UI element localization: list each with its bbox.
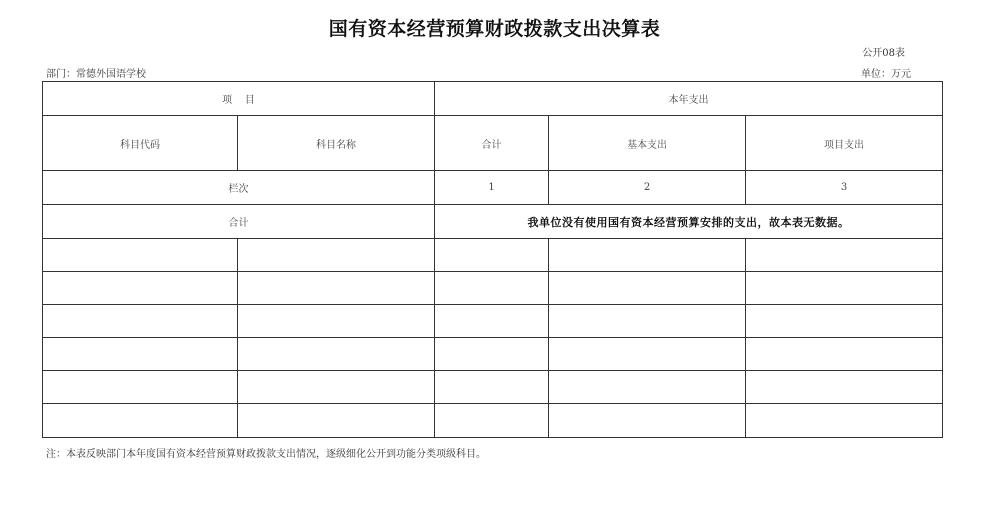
table-cell [435, 305, 549, 338]
table-cell [238, 371, 435, 404]
unit-label: 单位：万元 [861, 69, 911, 80]
header-row-top [43, 82, 943, 116]
order-1: 1 [435, 171, 549, 205]
form-number: 公开08表 [862, 48, 905, 59]
table-cell [549, 404, 746, 438]
table-cell [435, 404, 549, 438]
table-cell [746, 239, 943, 272]
col-project-header: 项目支出 [746, 116, 943, 171]
table-row [43, 371, 943, 404]
table-cell [43, 371, 238, 404]
table-cell [43, 305, 238, 338]
table-cell [746, 404, 943, 438]
total-row [43, 205, 943, 239]
col-basic-header: 基本支出 [549, 116, 746, 171]
table-cell [746, 371, 943, 404]
table-cell [549, 239, 746, 272]
col-name-header: 科目名称 [238, 116, 435, 171]
table-cell [435, 239, 549, 272]
table-cell [746, 305, 943, 338]
department-label: 部门：常德外国语学校 [46, 69, 146, 80]
order-label: 栏次 [43, 171, 435, 205]
page-title: 国有资本经营预算财政拨款支出决算表 [328, 18, 661, 40]
order-2: 2 [549, 171, 746, 205]
table-cell [238, 338, 435, 371]
table-cell [435, 371, 549, 404]
table-cell [43, 404, 238, 438]
col-total-header: 合计 [435, 116, 549, 171]
table-cell [43, 338, 238, 371]
table-cell [746, 338, 943, 371]
total-label: 合计 [43, 205, 435, 239]
table-cell [435, 338, 549, 371]
col-code-header: 科目代码 [43, 116, 238, 171]
table-row [43, 338, 943, 371]
table-cell [43, 239, 238, 272]
table-cell [435, 272, 549, 305]
table-cell [549, 272, 746, 305]
table-row [43, 239, 943, 272]
header-expense: 本年支出 [435, 82, 943, 116]
table-row [43, 404, 943, 438]
no-data-note: 我单位没有使用国有资本经营预算安排的支出，故本表无数据。 [435, 205, 943, 239]
table-cell [43, 272, 238, 305]
table-cell [746, 272, 943, 305]
table-row [43, 272, 943, 305]
table-cell [238, 404, 435, 438]
expenditure-table [42, 81, 943, 438]
footnote: 注：本表反映部门本年度国有资本经营预算财政拨款支出情况，逐级细化公开到功能分类项级科目。 [46, 449, 486, 460]
header-row-columns [43, 116, 943, 171]
table-cell [549, 305, 746, 338]
table-cell [549, 371, 746, 404]
table-row [43, 305, 943, 338]
table-cell [238, 239, 435, 272]
table-cell [238, 272, 435, 305]
order-3: 3 [746, 171, 943, 205]
header-item: 项 目 [43, 82, 435, 116]
table-cell [238, 305, 435, 338]
order-row [43, 171, 943, 205]
table-cell [549, 338, 746, 371]
